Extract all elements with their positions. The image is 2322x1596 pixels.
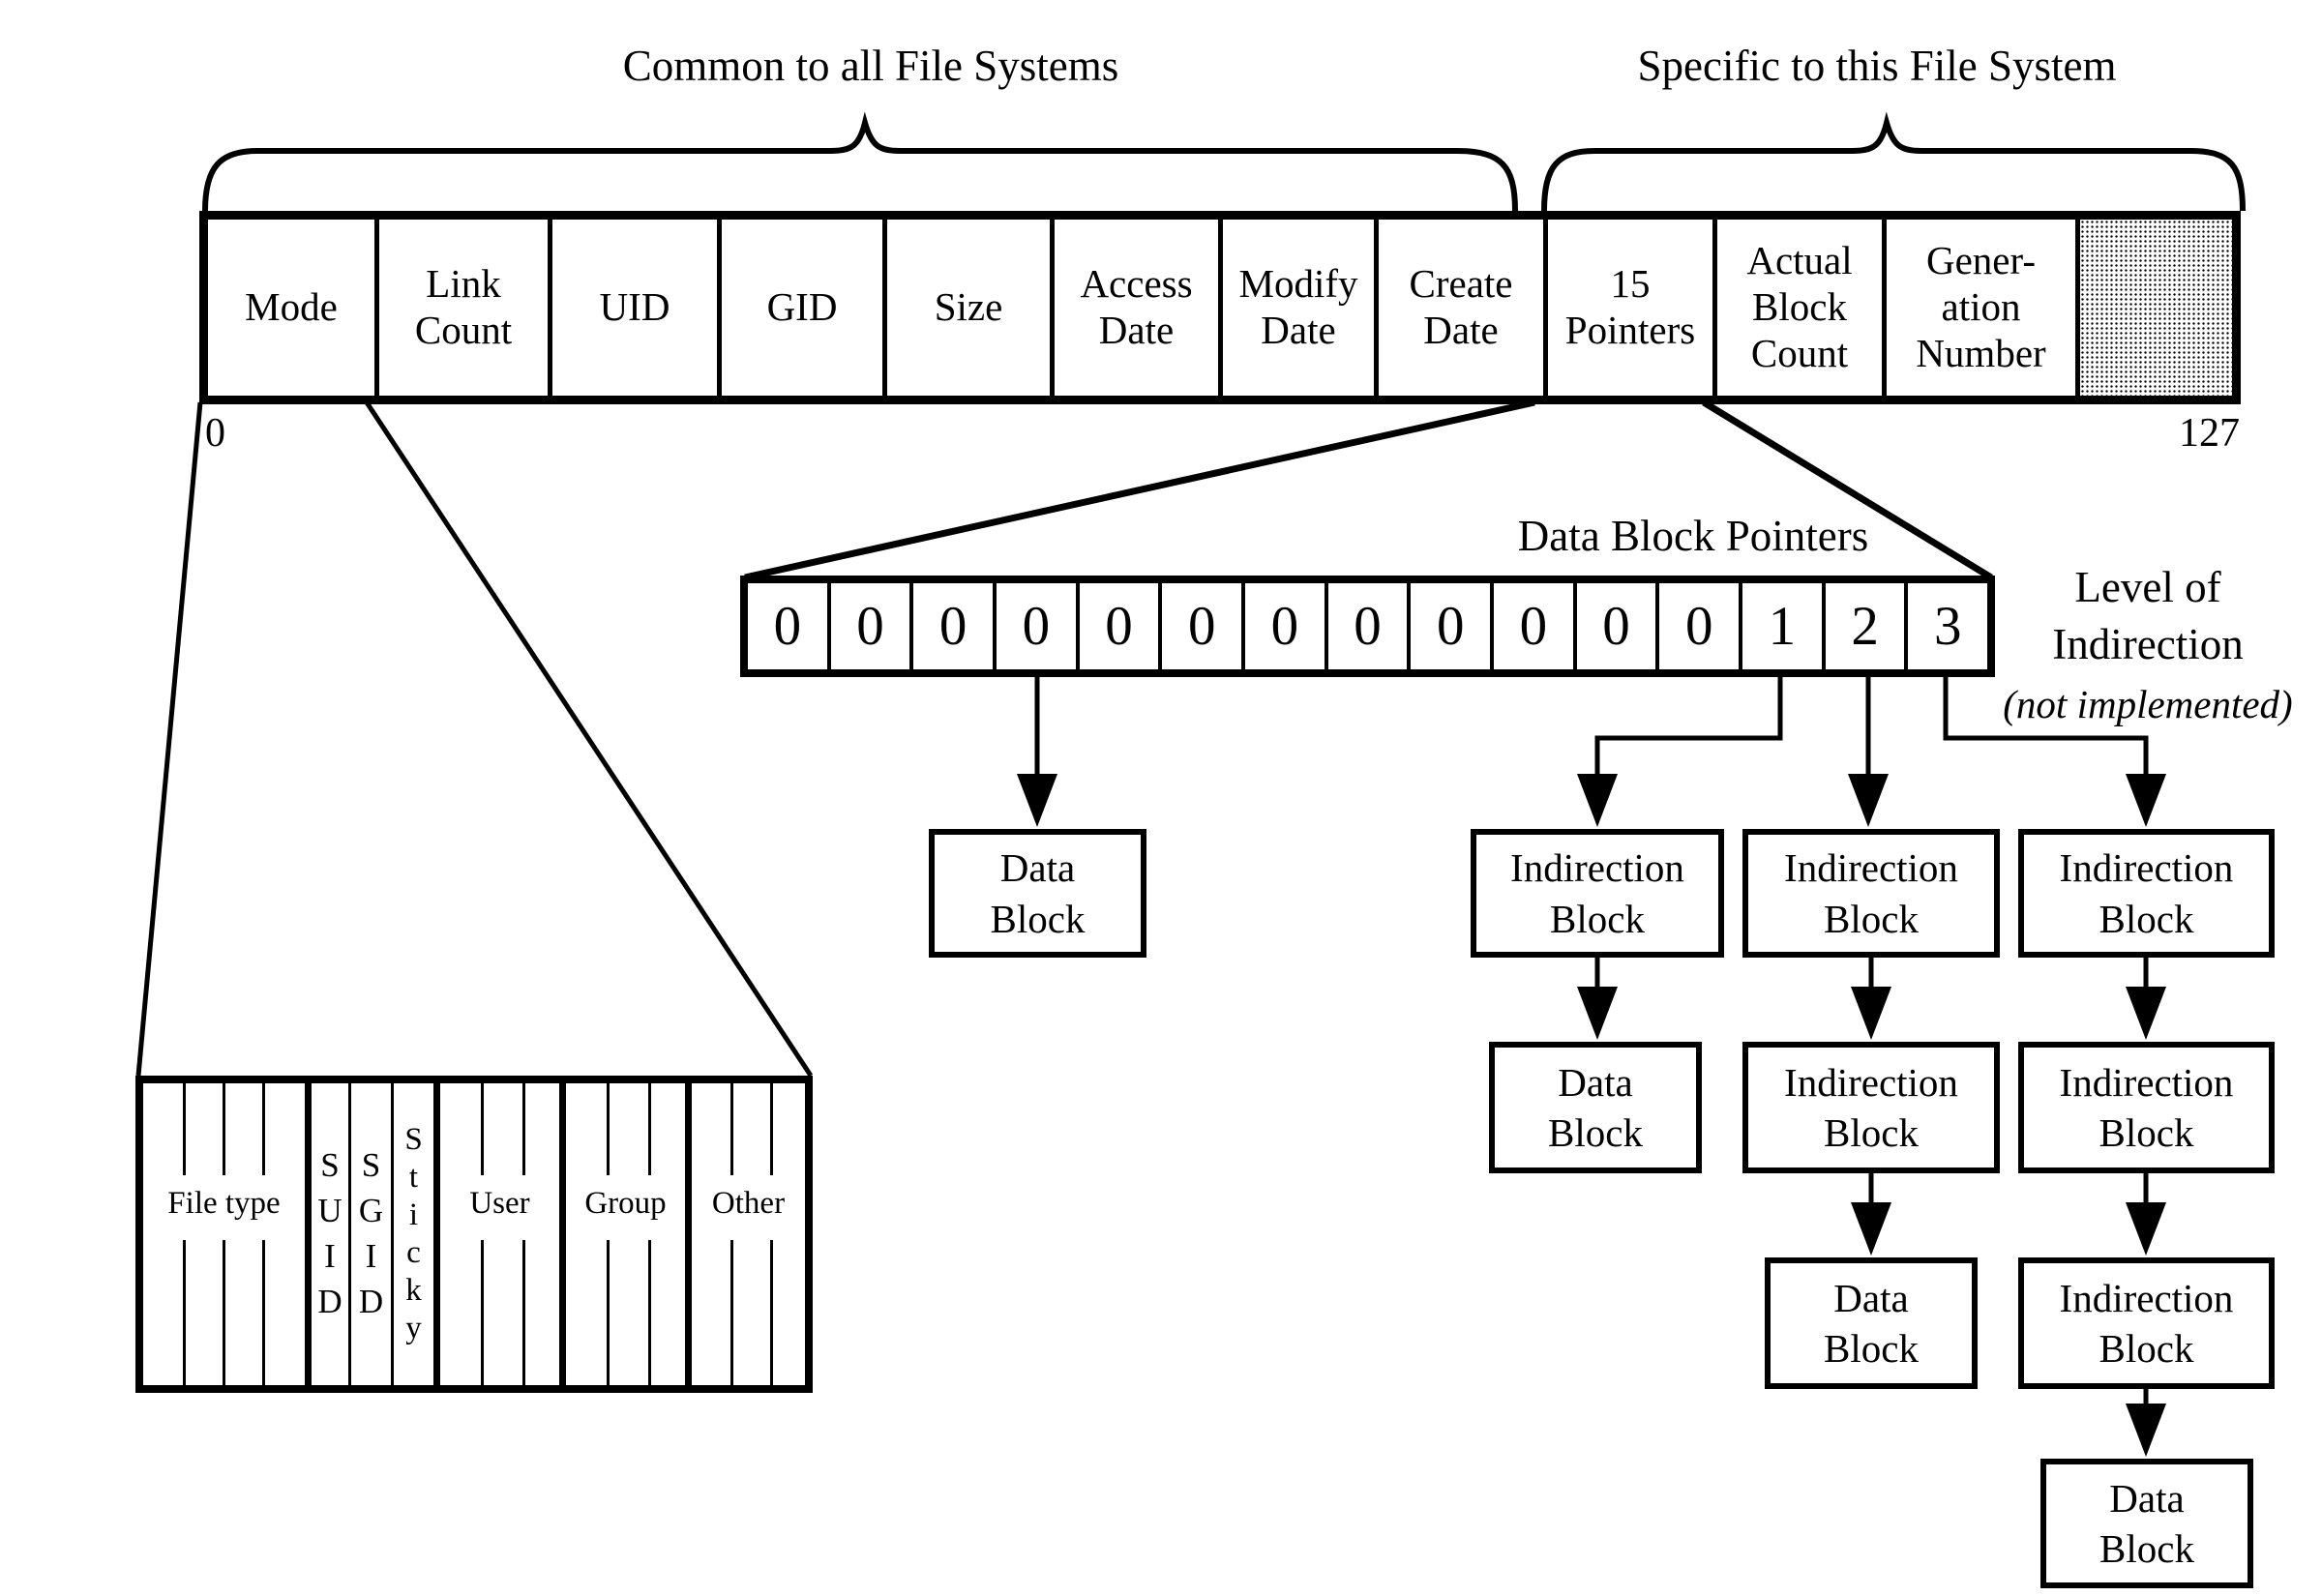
inode-field-row <box>199 211 2241 404</box>
data-block-pointers-title: Data Block Pointers <box>1517 512 1869 560</box>
bit-divider <box>648 1240 651 1385</box>
bit-divider <box>607 1240 610 1385</box>
pointer-cell-13: 2 <box>1822 583 1905 669</box>
byte-offset-end: 127 <box>2179 411 2240 456</box>
bit-divider <box>730 1240 733 1385</box>
bit-divider <box>522 1083 525 1175</box>
pointer-cell-5: 0 <box>1158 583 1241 669</box>
specific-filesystem-label: Specific to this File System <box>1637 42 2117 90</box>
field-reserved-shaded <box>2075 220 2232 396</box>
bit-divider <box>648 1083 651 1175</box>
arrow-triple-indirect-head <box>2126 774 2166 827</box>
field-access-date: Access Date <box>1050 220 1218 396</box>
brace-specific <box>1544 123 2243 211</box>
pointer-cell-8: 0 <box>1407 583 1490 669</box>
pointer-cell-3: 0 <box>993 583 1076 669</box>
chain2-arrow2-head <box>1851 1202 1891 1256</box>
bit-divider <box>262 1083 265 1175</box>
sgid-label: S G I D <box>358 1146 384 1320</box>
bit-divider <box>262 1240 265 1385</box>
bit-divider <box>522 1240 525 1385</box>
field-create-date: Create Date <box>1374 220 1543 396</box>
mode-section-sgid <box>348 1083 391 1385</box>
bit-divider <box>223 1083 225 1175</box>
pointer-cell-9: 0 <box>1490 583 1573 669</box>
pointer-cell-2: 0 <box>909 583 993 669</box>
chain3-arrow2-head <box>2126 1202 2166 1256</box>
sticky-label: S t i c k y <box>404 1122 423 1345</box>
field-gid: GID <box>717 220 882 396</box>
mode-section-suid <box>305 1083 348 1385</box>
pointer-cell-4: 0 <box>1076 583 1159 669</box>
triple-indirection-block-3: Indirection Block <box>2018 1257 2275 1389</box>
bit-divider <box>607 1083 610 1175</box>
pointer-cell-1: 0 <box>827 583 910 669</box>
chain1-arrow-head <box>1577 987 1618 1040</box>
bit-divider <box>730 1083 733 1175</box>
mode-section-user <box>433 1083 559 1385</box>
mode-fanout-left-line <box>138 402 200 1076</box>
pointer-cell-12: 1 <box>1739 583 1822 669</box>
chain2-arrow1-head <box>1851 987 1891 1040</box>
suid-label: S U I D <box>317 1146 342 1320</box>
field-actual-block-count: Actual Block Count <box>1712 220 1882 396</box>
pointer-cell-6: 0 <box>1241 583 1325 669</box>
user-label: User <box>469 1186 530 1221</box>
triple-indirection-block-2: Indirection Block <box>2018 1042 2275 1173</box>
pointer-cell-14: 3 <box>1904 583 1987 669</box>
data-block-pointer-array <box>740 576 1995 677</box>
pointer-cell-10: 0 <box>1573 583 1656 669</box>
field-modify-date: Modify Date <box>1218 220 1374 396</box>
chain3-arrow3-head <box>2126 1404 2166 1457</box>
pointer-cell-11: 0 <box>1655 583 1739 669</box>
group-label: Group <box>584 1186 667 1221</box>
other-label: Other <box>711 1186 786 1221</box>
bit-divider <box>183 1240 186 1385</box>
arrow-double-indirect-head <box>1848 774 1889 827</box>
byte-offset-start: 0 <box>205 411 225 456</box>
direct-data-block: Data Block <box>929 829 1146 958</box>
bit-divider <box>481 1240 484 1385</box>
field-mode: Mode <box>245 284 338 330</box>
not-implemented-note: (not implemented) <box>2003 682 2293 726</box>
bit-divider <box>481 1083 484 1175</box>
pointer-cell-7: 0 <box>1325 583 1408 669</box>
mode-fanout-right-line <box>367 402 811 1076</box>
field-uid: UID <box>548 220 717 396</box>
single-indirection-block: Indirection Block <box>1471 829 1724 958</box>
mode-section-sticky <box>391 1083 433 1385</box>
bit-divider <box>770 1240 773 1385</box>
arrow-single-indirect-line <box>1597 677 1780 778</box>
mode-section-group <box>559 1083 685 1385</box>
chain3-arrow1-head <box>2126 987 2166 1040</box>
bit-divider <box>770 1083 773 1175</box>
field-15-pointers: 15 Pointers <box>1543 220 1712 396</box>
pointer-cell-0: 0 <box>773 596 802 657</box>
mode-bits-box <box>135 1076 813 1393</box>
field-size: Size <box>882 220 1050 396</box>
bit-divider <box>183 1083 186 1175</box>
mode-section-other <box>685 1083 805 1385</box>
single-indirect-data-block: Data Block <box>1489 1042 1702 1173</box>
bit-divider <box>223 1240 225 1385</box>
level-of-indirection-label: Level of Indirection <box>2052 563 2244 669</box>
field-link-count: Link Count <box>374 220 548 396</box>
common-filesystems-label: Common to all File Systems <box>622 42 1119 90</box>
triple-indirection-block-1: Indirection Block <box>2018 829 2275 958</box>
double-indirection-block-2: Indirection Block <box>1742 1042 2000 1173</box>
brace-common <box>205 123 1515 211</box>
field-generation-number: Gener- ation Number <box>1882 220 2075 396</box>
mode-section-file-type <box>143 1083 305 1385</box>
double-indirect-data-block: Data Block <box>1765 1257 1978 1389</box>
arrow-direct-head <box>1017 774 1057 827</box>
double-indirection-block-1: Indirection Block <box>1742 829 2000 958</box>
file-type-label: File type <box>167 1186 281 1221</box>
triple-indirect-data-block: Data Block <box>2040 1459 2253 1588</box>
arrow-single-indirect-head <box>1577 774 1618 827</box>
